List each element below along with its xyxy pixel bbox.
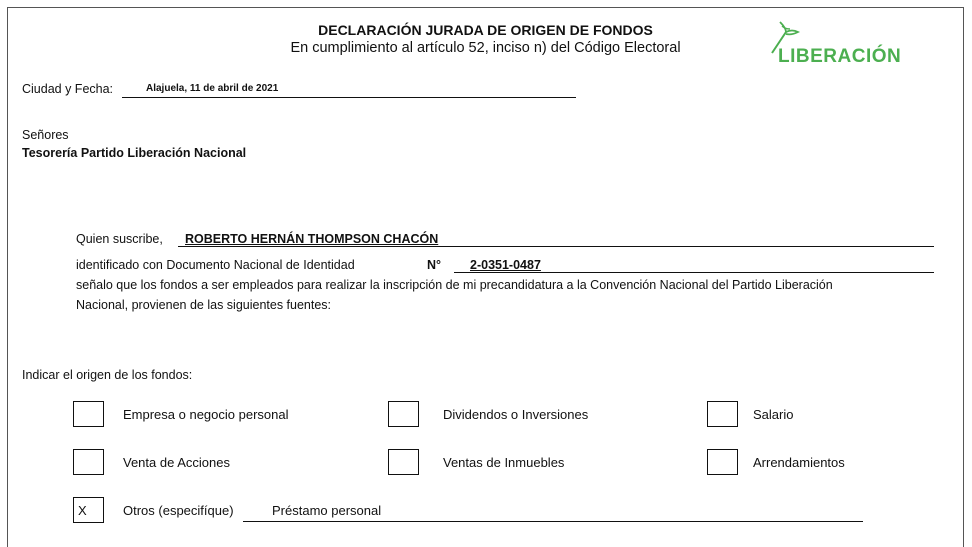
id-underline [454,272,934,273]
checkbox-empresa[interactable] [73,401,104,427]
option-inmuebles-label: Ventas de Inmuebles [443,455,565,470]
statement-line1: señalo que los fondos a ser empleados para realizar la inscripción de mi precandidatura a la Convención Nacional del Partido Liberación [76,278,833,292]
checkbox-dividendos[interactable] [388,401,419,427]
logo-text: LIBERACIÓN [778,46,902,67]
checkbox-arrendamientos[interactable] [707,449,738,475]
option-otros-label: Otros (especifíque) [123,503,234,518]
city-date-value: Alajuela, 11 de abril de 2021 [146,83,279,94]
id-number: 2-0351-0487 [470,258,541,272]
option-salario-label: Salario [753,407,794,422]
option-empresa-label: Empresa o negocio personal [123,407,289,422]
checkbox-otros[interactable]: X [73,497,104,523]
city-date-label: Ciudad y Fecha: [22,82,114,96]
declaration-form [7,7,964,547]
statement-line2: Nacional, provienen de las siguientes fuentes: [76,298,332,312]
declarant-intro: Quien suscribe, [76,232,163,246]
checkbox-venta-acciones[interactable] [73,449,104,475]
id-label: identificado con Documento Nacional de Identidad [76,258,355,272]
option-dividendos-label: Dividendos o Inversiones [443,407,589,422]
origin-label: Indicar el origen de los fondos: [22,368,193,382]
form-title: DECLARACIÓN JURADA DE ORIGEN DE FONDOS [318,22,653,38]
city-date-underline [122,97,576,98]
addressee-line1: Señores [22,128,69,142]
option-venta-acciones-label: Venta de Acciones [123,455,230,470]
other-underline [243,521,863,522]
id-no-label: N° [427,258,442,272]
addressee-line2: Tesorería Partido Liberación Nacional [22,146,247,160]
option-arrendamientos-label: Arrendamientos [753,455,845,470]
name-underline [178,246,934,247]
checkbox-inmuebles[interactable] [388,449,419,475]
checkbox-salario[interactable] [707,401,738,427]
form-subtitle: En cumplimiento al artículo 52, inciso n) del Código Electoral [290,40,681,56]
other-value: Préstamo personal [272,503,382,518]
declarant-name: ROBERTO HERNÁN THOMPSON CHACÓN [185,232,439,246]
liberacion-logo [750,20,930,70]
